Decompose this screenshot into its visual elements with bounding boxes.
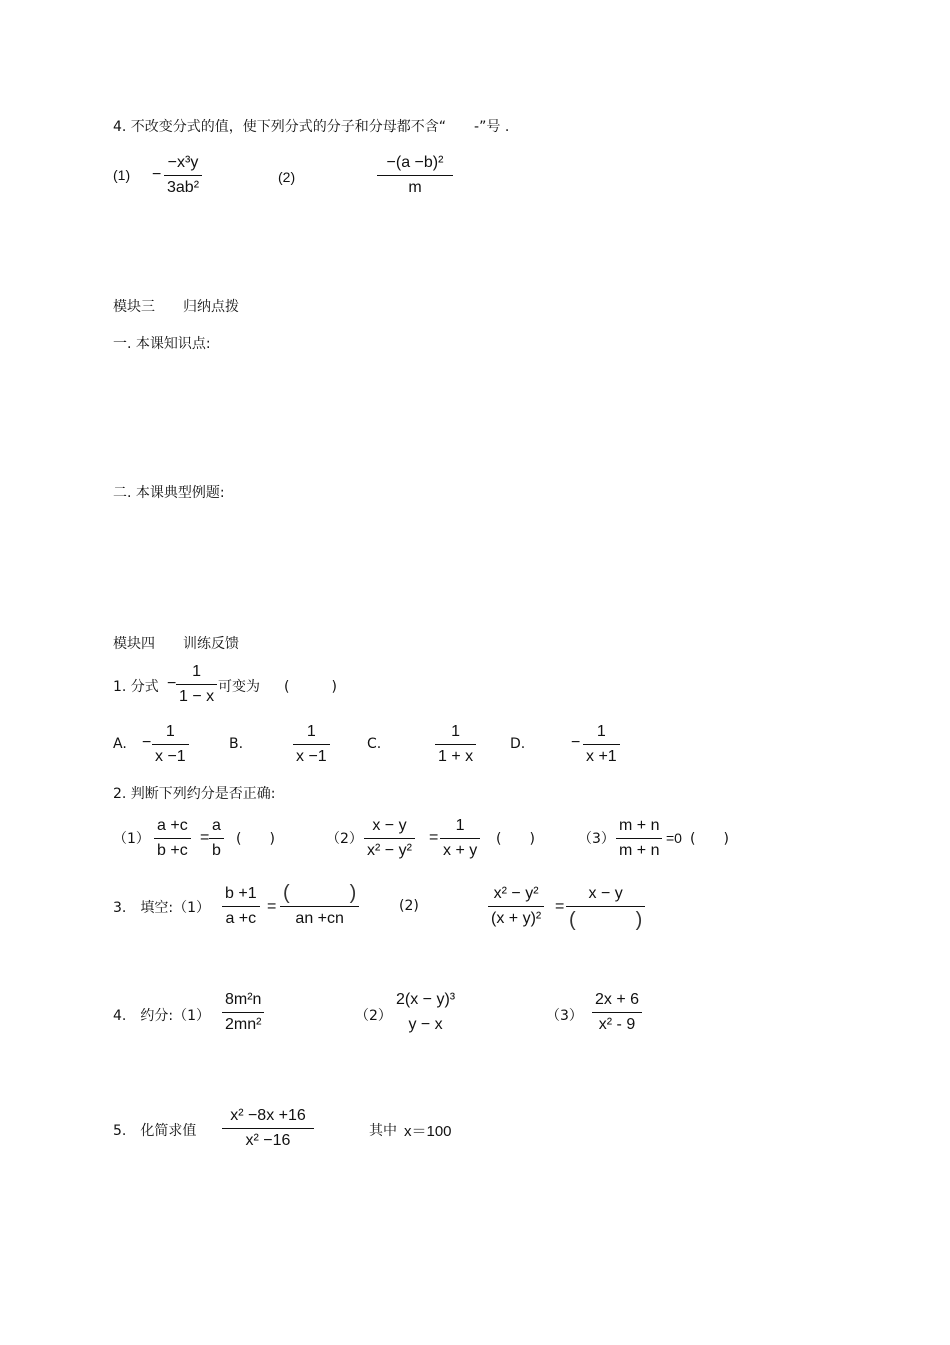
fraction-bar	[364, 838, 415, 839]
option-b-fraction	[293, 722, 330, 767]
denominator: m + n	[619, 842, 660, 859]
numerator: x² − y²	[493, 885, 539, 902]
denominator: 3ab²	[167, 179, 200, 196]
fraction-bar	[566, 906, 645, 907]
fraction-bar	[583, 744, 620, 745]
m4-q4-label: 4. 约分:（1）	[113, 1008, 210, 1024]
q4-part1-sign: −	[152, 166, 162, 183]
fraction-bar	[176, 684, 217, 685]
m4-q2-title: 2. 判断下列约分是否正确:	[113, 786, 276, 802]
m4-q4-part3-fraction	[592, 990, 642, 1035]
m4-q1-answer-blank: ( )	[284, 679, 337, 695]
numerator: 2(x − y)³	[396, 991, 456, 1008]
denominator: x² −16	[245, 1132, 291, 1149]
m4-q4-part2-fraction	[393, 990, 458, 1035]
option-d-label: D.	[510, 736, 526, 752]
fraction-bar	[488, 906, 544, 907]
numerator: 8m²n	[225, 991, 262, 1008]
module3-item2: 二. 本课典型例题:	[113, 485, 225, 501]
denominator: x +1	[586, 748, 617, 765]
m4-q2-part1-left	[154, 816, 191, 861]
m4-q2-part2-blank: ( )	[496, 831, 535, 847]
m4-q1-sign: −	[167, 675, 177, 692]
fraction-bar	[293, 744, 330, 745]
numerator: 2x + 6	[595, 991, 640, 1008]
numerator: x − y	[588, 885, 623, 902]
option-c-label: C.	[367, 736, 382, 752]
numerator: 1	[451, 723, 461, 740]
m4-q5-condition-expr: x＝100	[404, 1123, 452, 1140]
m4-q1-prefix: 1. 分式	[113, 679, 159, 695]
numerator: 1	[596, 723, 606, 740]
module3-title: 模块三 归纳点拨	[113, 299, 239, 315]
m4-q3-part2-label: (2)	[399, 898, 419, 914]
denominator: x −1	[296, 748, 327, 765]
fraction-bar	[152, 744, 189, 745]
denominator-blank: ( )	[569, 909, 643, 931]
m4-q2-part1-blank: ( )	[236, 831, 275, 847]
m4-q5-fraction	[222, 1106, 314, 1151]
option-b-label: B.	[229, 736, 244, 752]
m4-q1-suffix: 可变为	[218, 679, 260, 695]
m4-q3-part2-left	[488, 884, 544, 929]
numerator: x − y	[372, 817, 407, 834]
numerator: a	[212, 817, 221, 834]
m4-q5-condition-text: 其中	[369, 1123, 397, 1139]
numerator-blank: ( )	[283, 882, 357, 904]
option-a-label: A.	[113, 736, 127, 752]
q4-part1-label: (1)	[113, 167, 131, 183]
denominator: a +c	[225, 910, 257, 927]
m4-q4-part3-label: （3）	[546, 1008, 583, 1024]
denominator: (x + y)²	[491, 910, 542, 927]
numerator: 1	[165, 723, 175, 740]
q4-part2-fraction	[377, 153, 453, 198]
m4-q2-part2-right	[440, 816, 480, 861]
option-a-sign: −	[142, 734, 152, 751]
fraction-bar	[222, 1128, 314, 1129]
fraction-bar	[164, 175, 202, 176]
fraction-bar	[377, 175, 453, 176]
fraction-bar	[435, 744, 476, 745]
fraction-bar	[440, 838, 480, 839]
option-a-fraction	[152, 722, 189, 767]
m4-q3-label: 3. 填空:（1）	[113, 900, 210, 916]
m4-q2-part1-right	[209, 816, 224, 861]
numerator: 1	[192, 663, 202, 680]
denominator: an +cn	[295, 910, 344, 927]
m4-q4-part2-label: （2）	[355, 1008, 392, 1024]
q4-part2-label: (2)	[278, 169, 296, 185]
module4-title: 模块四 训练反馈	[113, 636, 239, 652]
m4-q2-part3-blank: ( )	[690, 831, 729, 847]
m4-q2-part3-label: （3）	[578, 831, 615, 847]
fraction-bar	[280, 906, 359, 907]
fraction-bar	[154, 838, 191, 839]
denominator: y − x	[408, 1016, 443, 1033]
m4-q3-part1-left	[222, 884, 260, 929]
fraction-bar	[209, 838, 224, 839]
q4-part1-fraction	[164, 153, 202, 198]
denominator: b +c	[157, 842, 188, 859]
numerator: x² −8x +16	[230, 1107, 306, 1124]
denominator: x −1	[155, 748, 186, 765]
m4-q3-part2-eq: =	[555, 898, 565, 915]
m4-q2-part2-label: （2）	[326, 831, 363, 847]
m4-q3-part1-right	[280, 882, 359, 929]
fraction-bar	[616, 838, 662, 839]
denominator: x² - 9	[598, 1016, 636, 1033]
denominator: x² − y²	[367, 842, 412, 859]
numerator: −(a −b)²	[386, 154, 444, 171]
fraction-bar	[222, 906, 260, 907]
m4-q5-label: 5. 化简求值	[113, 1123, 197, 1139]
denominator: 1 + x	[438, 748, 474, 765]
m4-q2-part3-fraction	[616, 816, 662, 861]
m4-q1-fraction	[176, 662, 217, 707]
numerator: 1	[455, 817, 465, 834]
numerator: b +1	[225, 885, 257, 902]
denominator: 1 − x	[179, 688, 215, 705]
denominator: 2mn²	[225, 1016, 262, 1033]
denominator: m	[408, 179, 422, 196]
fraction-bar	[393, 1012, 458, 1013]
option-d-fraction	[583, 722, 620, 767]
m4-q2-part2-eq: =	[429, 829, 439, 846]
m4-q2-part1-label: （1）	[113, 831, 150, 847]
m4-q3-part1-eq: =	[267, 898, 277, 915]
numerator: a +c	[157, 817, 188, 834]
module3-item1: 一. 本课知识点:	[113, 336, 211, 352]
fraction-bar	[222, 1012, 264, 1013]
fraction-bar	[592, 1012, 642, 1013]
m4-q2-part3-eq: =0	[666, 830, 682, 846]
option-d-sign: −	[571, 734, 581, 751]
m4-q4-part1-fraction	[222, 990, 264, 1035]
denominator: x + y	[443, 842, 478, 859]
m4-q2-part1-eq: =	[200, 829, 210, 846]
numerator: m + n	[619, 817, 660, 834]
denominator: b	[212, 842, 221, 859]
numerator: 1	[306, 723, 316, 740]
numerator: −x³y	[167, 154, 199, 171]
q4-instruction: 4. 不改变分式的值，使下列分式的分子和分母都不含“ -”号 .	[113, 119, 510, 135]
m4-q2-part2-left	[364, 816, 415, 861]
option-c-fraction	[435, 722, 476, 767]
m4-q3-part2-right	[566, 884, 645, 931]
